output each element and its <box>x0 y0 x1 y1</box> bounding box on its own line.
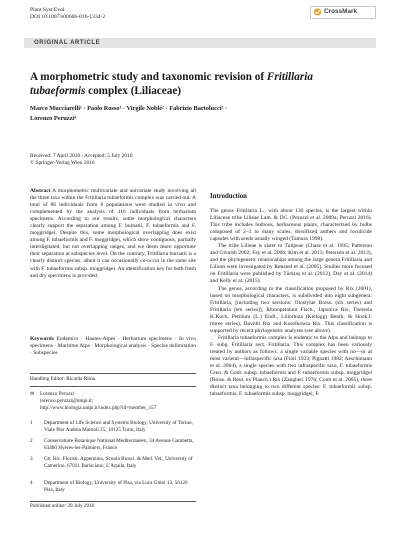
affiliation-1 <box>30 420 196 434</box>
footnote-divider-2 <box>30 386 196 387</box>
correspondence-email[interactable]: lorenzo.peruzzi@unipi.it; <box>40 398 94 404</box>
intro-paragraph-3: The genus, according to the classification proposed by Rix (2001), based on morphological characters, is subdivided into eight subgenera: Fritillaria, [including two sections: Olostylae Boiss. (six series) and Fritillaria (ten series)], Rhinopetalum Fisch., Japonica Rix, Theresia K.Koch, Petilium (L.) Endl., Liliorhiza (Kellogg) Benth. & Hook.f. (three series), Davidii Rix and Korolkowia Rix. This classification is supported by recent phylogenetic analyses (see above). <box>210 285 372 334</box>
correspondence-name: Lorenzo Peruzzi <box>40 391 75 397</box>
affiliation-number: 4 <box>30 480 33 486</box>
author-list <box>30 104 330 124</box>
intro-paragraph-4: Fritillaria tubaeformis complex is endemic to the Alps and belongs to F. subg. Fritillaria sect. Fritillaria. This complex has been variously treated by authors as follows: a single variable species with no—or at most varietal—infraspecific taxa (Fiori 1923; Pignatti 1982; Aeschimann et al. 2004), a single species with two infraspecific taxa, F. tubaeformis Gren. & Godr. subsp. tubaeformis and F. tubaeformis subsp. moggridgei (Boiss. & Reut. ex Planch.) Rix (Zangheri 1976; Conti et al. 2005), three distinct taxa belonging to two different species: F. tubaeformis subsp. tubaeformis, F. tubaeformis subsp. moggridgei, F. <box>210 334 372 398</box>
abstract <box>30 188 196 280</box>
keywords-label: Keywords <box>30 336 54 342</box>
affiliation-text: Conservatoire Botanique National Méditerranéen, 34 Avenue Gambetta, 83400 Hyères-les-Palmiers, France <box>44 438 194 451</box>
handling-editor: Handling Editor: Ricarda Riina. <box>30 376 97 382</box>
intro-paragraph-1: The genus Fritillaria L., with about 130 species, is the largest within Liliaceae tribe Lilieae Lam. & DC. (Peruzzi et al. 2009a; Peruzzi 2016). This tribe includes bulbous, herbaceous plants, characterized by bulbs composed of 2–3 to many scales, dorsifixed anthers and loculicide capsules with seeds usually winged (Tamura 1998). <box>210 208 372 243</box>
dates-block <box>30 153 230 167</box>
affiliation-2 <box>30 438 196 452</box>
affiliation-number: 2 <box>30 438 33 444</box>
author-line-2[interactable]: Lorenzo Peruzzi⁴ <box>30 115 77 122</box>
affiliation-number: 1 <box>30 420 33 426</box>
introduction-heading: Introduction <box>210 193 247 200</box>
correspondence-envelope-icon: ✉ <box>30 391 35 397</box>
doi[interactable]: DOI 10.1007/s00606-016-1334-2 <box>30 14 106 20</box>
abstract-label: Abstract <box>30 188 51 194</box>
author-line-1[interactable]: Marco Mucciarelli¹ · Paolo Rosso¹ · Virgile Noblé² · Fabrizio Bartolucci³ · <box>30 105 228 112</box>
received-accepted: Received: 7 April 2016 / Accepted: 5 July 2016 <box>30 153 133 159</box>
journal-name: Plant Syst Evol <box>30 7 65 13</box>
abstract-text: A morphometric multivariate and univariate study involving all the three taxa within the Fritillaria tubaeformis complex was carried out. A total of 86 individuals from 8 populations were studied in vivo and complemented by the analysis of 116 individuals from herbarium specimens. According to our results, some morphological characters clearly support the separation among F. burnatii, F. tubaeformis and F. moggridgei. Despite this, some morphological overlapping does exist among F. tubaeformis and F. moggridgei, which show contiguous, partially interdigitated, but not overlapping ranges, and we deem more opportune their separation at subspecies level. On the contrary, Fritillaria burnatii is a clearly distinct species, albeit it can occasionally co-occur in the same site with F. tubaeformis subsp. moggridgei. An identification key for both fresh and dry specimens is provided. <box>30 188 196 279</box>
keywords-text: Endemics · Hautes-Alpes · Herbarium specimens · In vivo specimens · Maritime Alps · Morphological analysis · Species delimitation · Subspecies <box>30 336 197 357</box>
article-type: ORIGINAL ARTICLE <box>34 39 101 46</box>
title-epithet: tubaeformis <box>30 84 86 97</box>
correspondence-url[interactable]: http://www.biologia.unipi.it/index.php?id=member_157 <box>40 405 157 411</box>
introduction-body <box>210 208 372 398</box>
footnote-divider <box>30 373 196 374</box>
footer-divider <box>30 501 196 502</box>
affiliation-text: Ctr. Ric. Floristi. Appennino, Scuola Biosci. & Med. Vet., University of Camerino, 67021 Barisciano, L'Aquila, Italy <box>44 456 193 469</box>
affiliation-4 <box>30 480 196 494</box>
title-tail: complex (Liliaceae) <box>85 84 182 97</box>
published-online: Published online: 20 July 2016 <box>30 503 95 509</box>
intro-paragraph-2: The tribe Lilieae is sister to Tulipeae (Chase et al. 1995; Patterson and Givnish 2002; Fay et al. 2006; Kim et al. 2013; Petersen et al. 2013), and the phylogenetic relationships among the large genera Fritillaria and Lilium were investigated by Rønsted et al. (2005). Studies more focused on Fritillaria were published by Türktaş et al. (2012), Day et al. (2014) and Kelly et al. (2015). <box>210 243 372 285</box>
affiliation-text: Department of Life Science and Systems Biology, University of Torino, Viale Pier Andrea Mattioli 25, 10125 Turin, Italy <box>44 420 193 433</box>
crossmark-label: CrossMark <box>324 8 358 15</box>
copyright: © Springer-Verlag Wien 2016 <box>30 159 95 166</box>
affiliation-number: 3 <box>30 456 33 462</box>
affiliation-3 <box>30 456 196 476</box>
article-title <box>30 71 370 98</box>
keywords <box>30 336 196 357</box>
affiliation-text: Department of Biology, University of Pisa, via Luca Ghini 13, 56126 Pisa, Italy <box>44 480 188 493</box>
title-text: A morphometric study and taxonomic revision of <box>30 71 267 83</box>
crossmark-icon <box>313 8 322 16</box>
title-genus: Fritillaria <box>266 71 313 83</box>
